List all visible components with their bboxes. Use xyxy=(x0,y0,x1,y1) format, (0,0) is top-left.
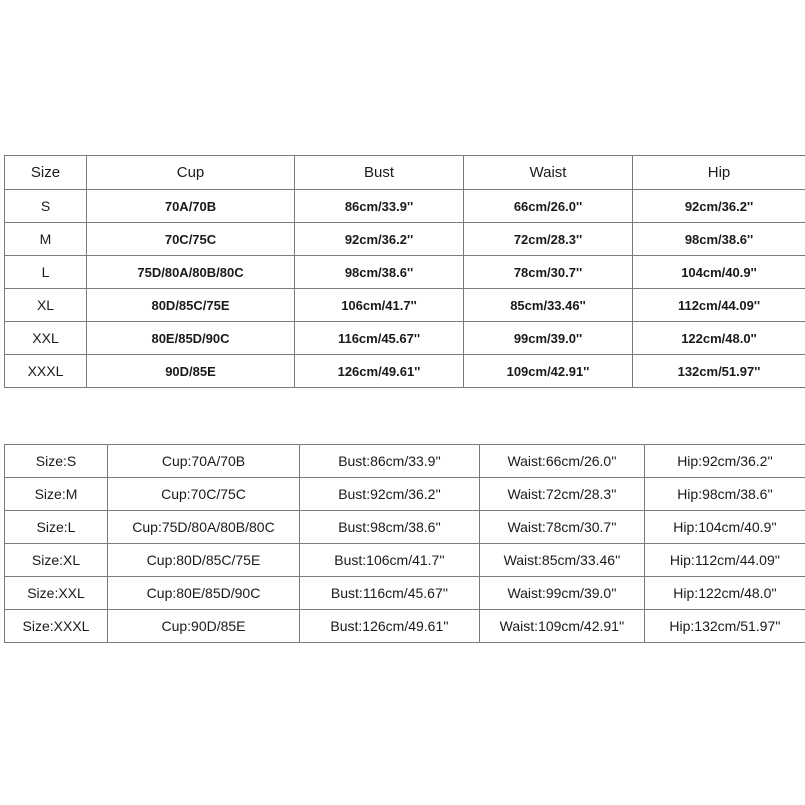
header-hip: Hip xyxy=(633,156,805,190)
size-label-cell: Size:M xyxy=(5,478,108,511)
waist-label-cell: Waist:99cm/39.0'' xyxy=(480,577,645,610)
hip-cell: 122cm/48.0'' xyxy=(633,322,805,355)
hip-label-cell: Hip:132cm/51.97'' xyxy=(645,610,805,643)
cup-cell: 90D/85E xyxy=(87,355,295,388)
header-size: Size xyxy=(5,156,87,190)
bust-cell: 98cm/38.6'' xyxy=(295,256,464,289)
waist-cell: 66cm/26.0'' xyxy=(464,190,633,223)
header-row xyxy=(5,156,805,190)
cup-label-cell: Cup:70C/75C xyxy=(108,478,300,511)
waist-cell: 109cm/42.91'' xyxy=(464,355,633,388)
table-row xyxy=(5,511,805,544)
table-row xyxy=(5,610,805,643)
bust-label-cell: Bust:98cm/38.6'' xyxy=(300,511,480,544)
size-label-cell: Size:L xyxy=(5,511,108,544)
hip-label-cell: Hip:98cm/38.6'' xyxy=(645,478,805,511)
bust-label-cell: Bust:86cm/33.9'' xyxy=(300,445,480,478)
bust-label-cell: Bust:126cm/49.61'' xyxy=(300,610,480,643)
hip-cell: 92cm/36.2'' xyxy=(633,190,805,223)
table-row xyxy=(5,256,805,289)
bust-label-cell: Bust:116cm/45.67'' xyxy=(300,577,480,610)
hip-label-cell: Hip:122cm/48.0'' xyxy=(645,577,805,610)
bust-cell: 116cm/45.67'' xyxy=(295,322,464,355)
bust-cell: 126cm/49.61'' xyxy=(295,355,464,388)
size-cell: L xyxy=(5,256,87,289)
waist-cell: 99cm/39.0'' xyxy=(464,322,633,355)
size-chart-table xyxy=(4,155,805,388)
table-row xyxy=(5,445,805,478)
waist-label-cell: Waist:78cm/30.7'' xyxy=(480,511,645,544)
size-label-cell: Size:XXL xyxy=(5,577,108,610)
size-label-cell: Size:S xyxy=(5,445,108,478)
size-label-cell: Size:XL xyxy=(5,544,108,577)
hip-cell: 98cm/38.6'' xyxy=(633,223,805,256)
bust-cell: 106cm/41.7'' xyxy=(295,289,464,322)
hip-label-cell: Hip:92cm/36.2'' xyxy=(645,445,805,478)
header-waist: Waist xyxy=(464,156,633,190)
cup-cell: 80D/85C/75E xyxy=(87,289,295,322)
cup-label-cell: Cup:90D/85E xyxy=(108,610,300,643)
waist-label-cell: Waist:109cm/42.91'' xyxy=(480,610,645,643)
cup-label-cell: Cup:80D/85C/75E xyxy=(108,544,300,577)
cup-cell: 70A/70B xyxy=(87,190,295,223)
waist-cell: 85cm/33.46'' xyxy=(464,289,633,322)
cup-label-cell: Cup:75D/80A/80B/80C xyxy=(108,511,300,544)
hip-label-cell: Hip:104cm/40.9'' xyxy=(645,511,805,544)
hip-label-cell: Hip:112cm/44.09'' xyxy=(645,544,805,577)
size-label-table xyxy=(4,444,805,643)
bust-label-cell: Bust:92cm/36.2'' xyxy=(300,478,480,511)
cup-label-cell: Cup:80E/85D/90C xyxy=(108,577,300,610)
hip-cell: 104cm/40.9'' xyxy=(633,256,805,289)
hip-cell: 132cm/51.97'' xyxy=(633,355,805,388)
cup-cell: 80E/85D/90C xyxy=(87,322,295,355)
table-row xyxy=(5,577,805,610)
table-row xyxy=(5,289,805,322)
bust-cell: 92cm/36.2'' xyxy=(295,223,464,256)
bust-label-cell: Bust:106cm/41.7'' xyxy=(300,544,480,577)
size-cell: XXXL xyxy=(5,355,87,388)
header-cup: Cup xyxy=(87,156,295,190)
size-cell: S xyxy=(5,190,87,223)
waist-cell: 72cm/28.3'' xyxy=(464,223,633,256)
waist-label-cell: Waist:85cm/33.46'' xyxy=(480,544,645,577)
table-row xyxy=(5,478,805,511)
table-row xyxy=(5,223,805,256)
table-row xyxy=(5,322,805,355)
size-cell: M xyxy=(5,223,87,256)
table-row xyxy=(5,190,805,223)
cup-cell: 75D/80A/80B/80C xyxy=(87,256,295,289)
size-cell: XXL xyxy=(5,322,87,355)
size-label-cell: Size:XXXL xyxy=(5,610,108,643)
cup-cell: 70C/75C xyxy=(87,223,295,256)
cup-label-cell: Cup:70A/70B xyxy=(108,445,300,478)
table-row xyxy=(5,355,805,388)
waist-cell: 78cm/30.7'' xyxy=(464,256,633,289)
bust-cell: 86cm/33.9'' xyxy=(295,190,464,223)
header-bust: Bust xyxy=(295,156,464,190)
waist-label-cell: Waist:72cm/28.3'' xyxy=(480,478,645,511)
table-row xyxy=(5,544,805,577)
size-cell: XL xyxy=(5,289,87,322)
hip-cell: 112cm/44.09'' xyxy=(633,289,805,322)
waist-label-cell: Waist:66cm/26.0'' xyxy=(480,445,645,478)
